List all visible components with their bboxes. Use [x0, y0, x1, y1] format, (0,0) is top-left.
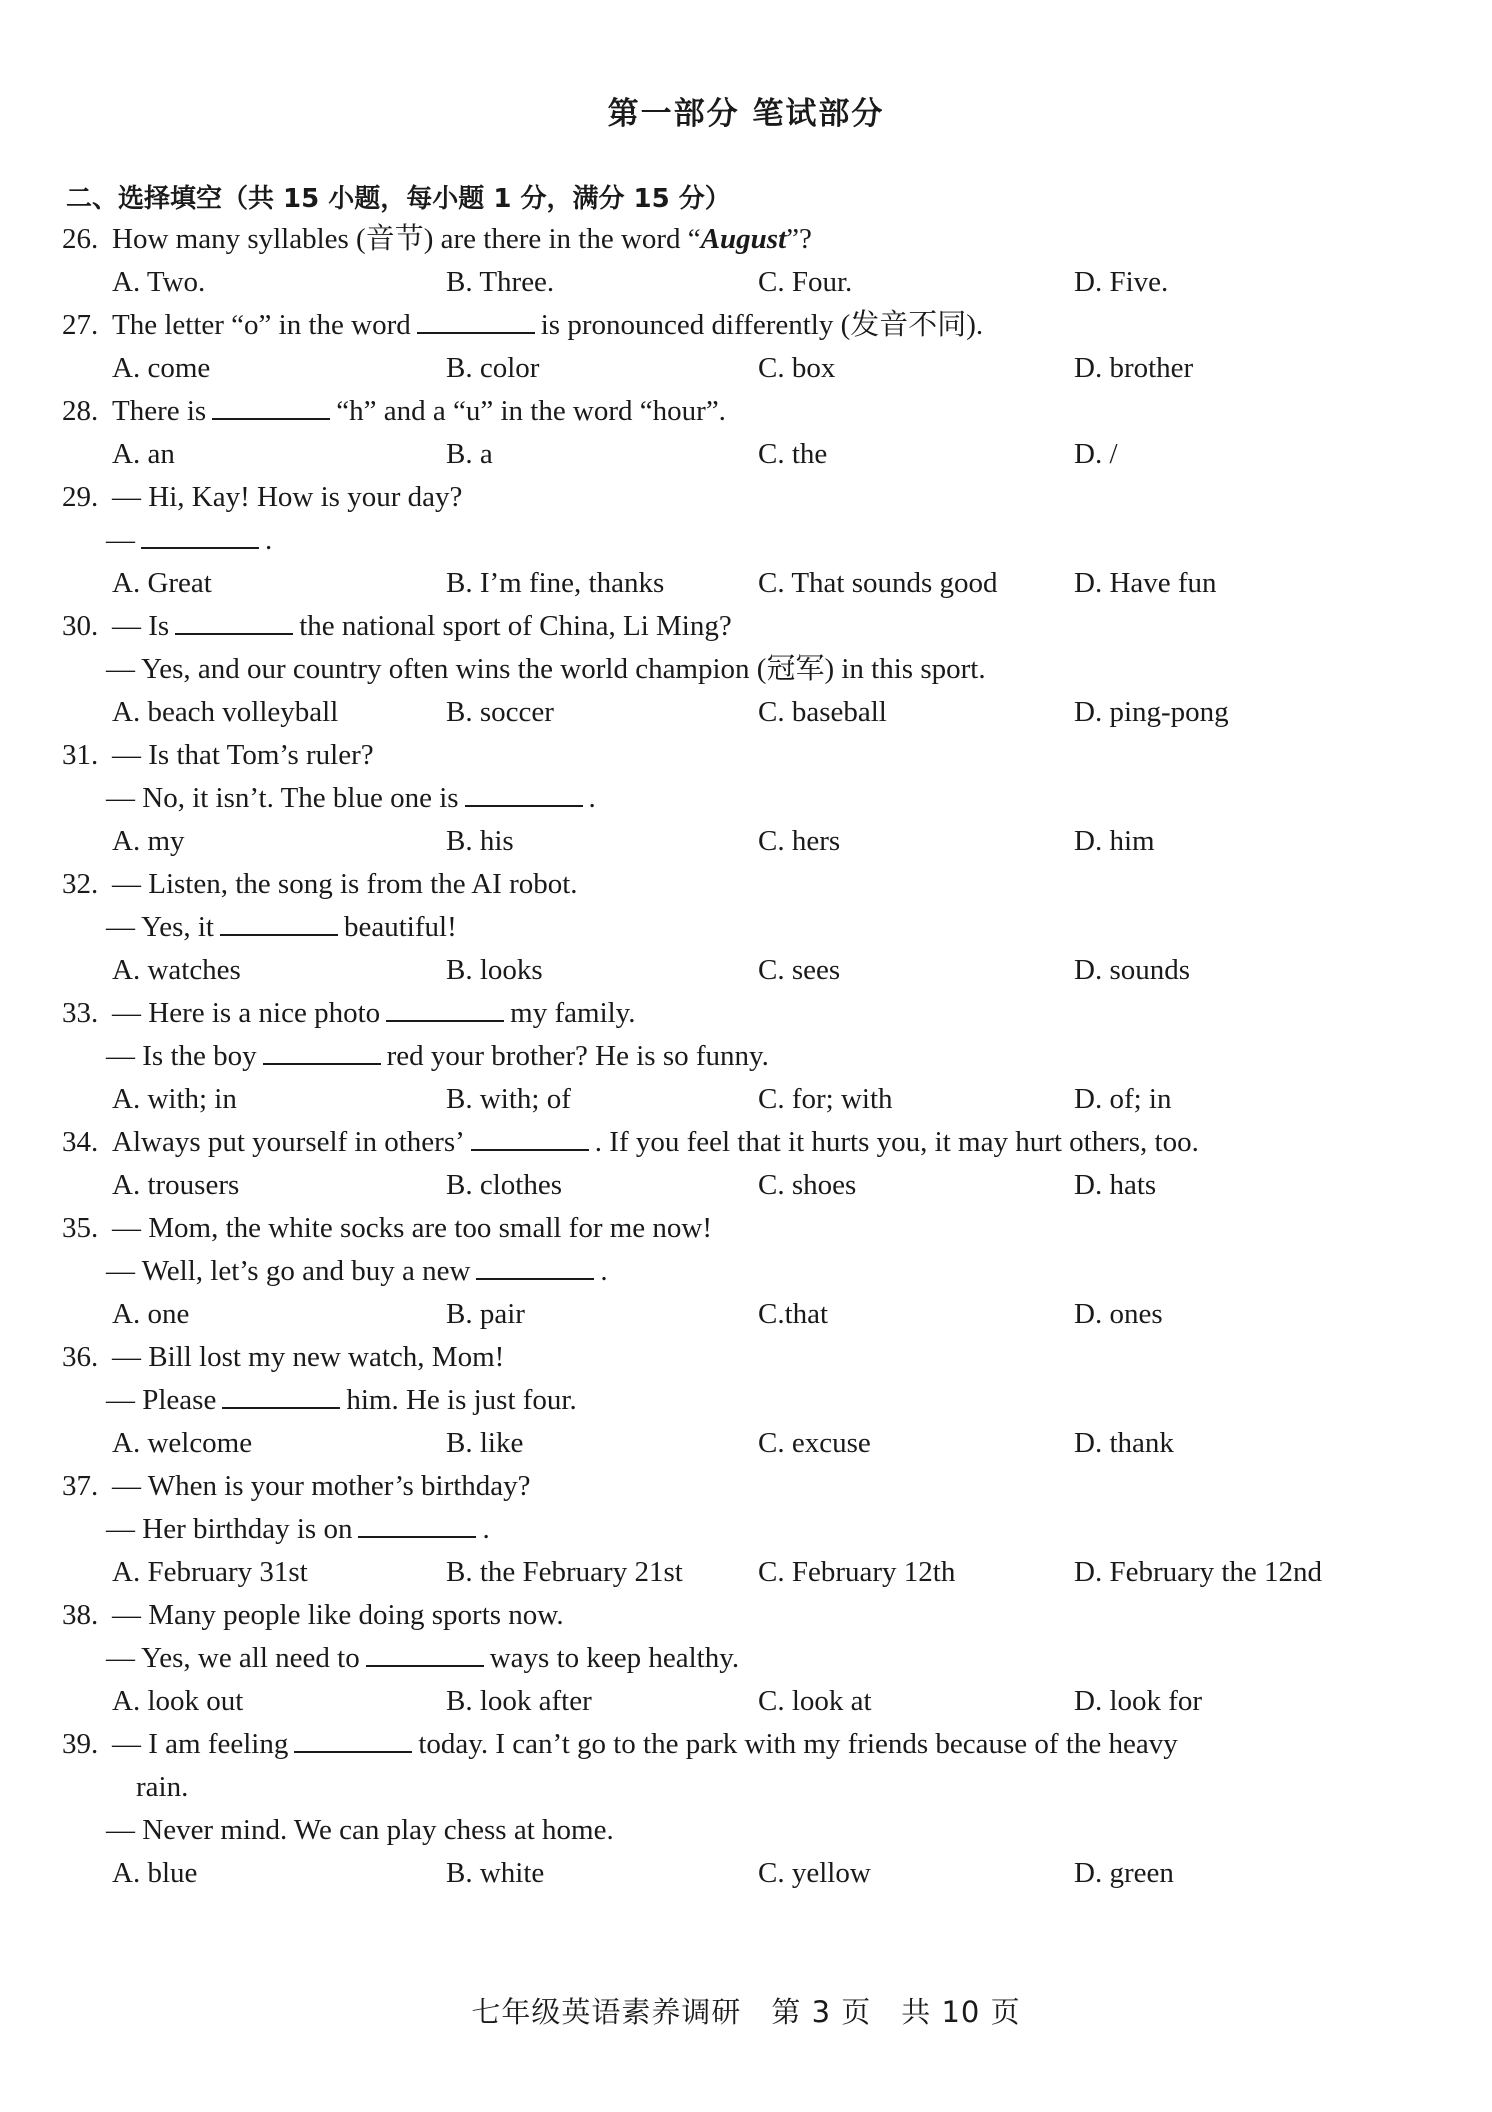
text-segment: ”? [786, 223, 812, 255]
question-number: 33. [62, 997, 99, 1029]
answer-option: B. the February 21st [446, 1556, 683, 1588]
question-item [0, 605, 1492, 734]
question-text [112, 605, 732, 648]
answer-blank [222, 1381, 340, 1409]
text-segment: — Mom, the white socks are too small for me now! [112, 1212, 713, 1244]
answer-option: C.that [758, 1298, 829, 1330]
question-text [112, 1723, 1178, 1766]
answer-option: C. look at [758, 1685, 872, 1717]
answer-option: B. color [446, 352, 540, 384]
question-item [0, 734, 1492, 863]
text-segment: the national sport of China, Li Ming? [299, 610, 732, 642]
question-text [112, 304, 983, 347]
question-text [106, 1250, 608, 1293]
question-line [0, 648, 1492, 691]
section-heading: 二、选择填空（共 15 小题，每小题 1 分，满分 15 分） [66, 184, 731, 214]
text-segment: The letter “o” in the word [112, 309, 411, 341]
answer-option: D. February the 12nd [1074, 1556, 1323, 1588]
text-segment: red your brother? He is so funny. [386, 1040, 769, 1072]
text-segment: — Here is a nice photo [112, 997, 381, 1029]
question-line [0, 1250, 1492, 1293]
text-segment: — No, it isn’t. The blue one is [106, 782, 459, 814]
question-text [106, 648, 986, 691]
answer-blank [141, 521, 259, 549]
answer-option: A. beach volleyball [112, 696, 339, 728]
text-segment: today. I can’t go to the park with my friends because of the heavy [418, 1728, 1178, 1760]
question-line [0, 476, 1492, 519]
question-text [112, 1336, 504, 1379]
answer-options [0, 949, 1492, 992]
answer-blank [417, 306, 535, 334]
answer-option: D. him [1074, 825, 1155, 857]
question-line [0, 1121, 1492, 1164]
question-text [106, 777, 596, 820]
answer-option: B. pair [446, 1298, 525, 1330]
answer-option: D. of; in [1074, 1083, 1172, 1115]
text-segment: . [588, 782, 596, 814]
answer-options [0, 691, 1492, 734]
question-line [0, 1809, 1492, 1852]
answer-option: B. look after [446, 1685, 592, 1717]
question-number: 32. [62, 868, 99, 900]
question-line [0, 906, 1492, 949]
text-segment: — [106, 524, 135, 556]
question-line [0, 304, 1492, 347]
text-segment: How many syllables (音节) are there in the word “ [112, 223, 701, 255]
question-item [0, 1207, 1492, 1336]
question-line [0, 863, 1492, 906]
text-segment: — Hi, Kay! How is your day? [112, 481, 463, 513]
question-line [0, 218, 1492, 261]
text-segment: — Is the boy [106, 1040, 257, 1072]
question-line [0, 734, 1492, 777]
question-text [112, 390, 726, 433]
answer-option: B. soccer [446, 696, 554, 728]
question-text [106, 1035, 769, 1078]
answer-option: B. clothes [446, 1169, 562, 1201]
question-number: 26. [62, 223, 99, 255]
answer-option: D. brother [1074, 352, 1194, 384]
answer-option: C. Four. [758, 266, 853, 298]
answer-option: D. ones [1074, 1298, 1163, 1330]
text-segment: — Is [112, 610, 170, 642]
answer-option: A. an [112, 438, 175, 470]
text-segment: — Listen, the song is from the AI robot. [112, 868, 578, 900]
text-segment: — I am feeling [112, 1728, 289, 1760]
text-segment: — Yes, it [106, 911, 214, 943]
answer-options [0, 1164, 1492, 1207]
question-text [112, 1207, 712, 1250]
answer-options [0, 261, 1492, 304]
question-item [0, 390, 1492, 476]
question-line [0, 1035, 1492, 1078]
text-segment: Always put yourself in others’ [112, 1126, 465, 1158]
answer-option: A. come [112, 352, 211, 384]
answer-option: D. thank [1074, 1427, 1174, 1459]
answer-option: C. the [758, 438, 828, 470]
question-line [0, 1723, 1492, 1766]
question-text [112, 734, 374, 777]
page-title: 第一部分 笔试部分 [607, 96, 885, 132]
question-number: 38. [62, 1599, 99, 1631]
question-number: 34. [62, 1126, 99, 1158]
text-segment: ways to keep healthy. [489, 1642, 740, 1674]
text-segment: — Please [106, 1384, 217, 1416]
question-line [0, 1379, 1492, 1422]
answer-option: B. his [446, 825, 514, 857]
question-number: 37. [62, 1470, 99, 1502]
answer-option: D. ping-pong [1074, 696, 1229, 728]
answer-option: B. Three. [446, 266, 555, 298]
answer-options [0, 1680, 1492, 1723]
question-number: 31. [62, 739, 99, 771]
answer-blank [386, 994, 504, 1022]
answer-option: C. yellow [758, 1857, 871, 1889]
text-segment: — Many people like doing sports now. [112, 1599, 564, 1631]
text-segment: “h” and a “u” in the word “hour”. [336, 395, 726, 427]
answer-option: C. hers [758, 825, 841, 857]
question-number: 36. [62, 1341, 99, 1373]
answer-blank [476, 1252, 594, 1280]
question-line [0, 390, 1492, 433]
answer-option: C. excuse [758, 1427, 871, 1459]
question-item [0, 863, 1492, 992]
answer-options [0, 433, 1492, 476]
answer-blank [220, 908, 338, 936]
question-text [112, 1121, 1199, 1164]
text-segment: him. He is just four. [346, 1384, 577, 1416]
question-line [0, 1766, 1492, 1809]
text-segment: is pronounced differently (发音不同). [540, 309, 984, 341]
answer-option: C. That sounds good [758, 567, 998, 599]
question-item [0, 1121, 1492, 1207]
answer-blank [212, 392, 330, 420]
text-segment: — Yes, we all need to [106, 1642, 360, 1674]
answer-blank [263, 1037, 381, 1065]
answer-blank [358, 1510, 476, 1538]
question-text [136, 1766, 188, 1809]
text-segment: . [482, 1513, 490, 1545]
question-number: 30. [62, 610, 99, 642]
question-text [112, 476, 462, 519]
question-item [0, 476, 1492, 605]
answer-option: D. green [1074, 1857, 1174, 1889]
question-text [106, 1379, 577, 1422]
answer-option: D. Have fun [1074, 567, 1217, 599]
answer-option: A. blue [112, 1857, 198, 1889]
answer-option: A. watches [112, 954, 241, 986]
question-number: 29. [62, 481, 99, 513]
question-number: 27. [62, 309, 99, 341]
text-segment: — When is your mother’s birthday? [112, 1470, 531, 1502]
question-line [0, 1508, 1492, 1551]
text-segment: my family. [510, 997, 636, 1029]
answer-option: B. white [446, 1857, 545, 1889]
question-line [0, 1207, 1492, 1250]
question-text [106, 519, 272, 562]
answer-option: B. like [446, 1427, 524, 1459]
answer-option: C. for; with [758, 1083, 893, 1115]
question-item [0, 1594, 1492, 1723]
answer-option: A. Great [112, 567, 212, 599]
answer-option: C. box [758, 352, 836, 384]
answer-blank [294, 1725, 412, 1753]
answer-options [0, 1852, 1492, 1895]
text-segment: — Yes, and our country often wins the world champion (冠军) in this sport. [106, 653, 986, 685]
text-segment: — Never mind. We can play chess at home. [106, 1814, 614, 1846]
answer-blank [465, 779, 583, 807]
question-item [0, 992, 1492, 1121]
answer-option: D. look for [1074, 1685, 1203, 1717]
question-item [0, 304, 1492, 390]
answer-options [0, 347, 1492, 390]
answer-option: D. sounds [1074, 954, 1191, 986]
question-number: 39. [62, 1728, 99, 1760]
question-line [0, 777, 1492, 820]
question-item [0, 218, 1492, 304]
answer-option: A. look out [112, 1685, 244, 1717]
question-line [0, 1637, 1492, 1680]
answer-option: A. February 31st [112, 1556, 308, 1588]
answer-options [0, 1422, 1492, 1465]
question-text [112, 1465, 531, 1508]
text-segment: . [265, 524, 273, 556]
question-item [0, 1723, 1492, 1895]
answer-options [0, 1078, 1492, 1121]
question-item [0, 1465, 1492, 1594]
text-segment: — Is that Tom’s ruler? [112, 739, 374, 771]
question-line [0, 992, 1492, 1035]
question-text [106, 1637, 739, 1680]
answer-options [0, 1293, 1492, 1336]
question-number: 28. [62, 395, 99, 427]
question-line [0, 1594, 1492, 1637]
answer-option: A. one [112, 1298, 190, 1330]
answer-option: B. looks [446, 954, 543, 986]
answer-blank [175, 607, 293, 635]
answer-option: A. trousers [112, 1169, 240, 1201]
question-line [0, 1336, 1492, 1379]
emphasized-word: August [700, 223, 787, 255]
question-number: 35. [62, 1212, 99, 1244]
answer-option: C. shoes [758, 1169, 857, 1201]
answer-blank [471, 1123, 589, 1151]
answer-option: C. baseball [758, 696, 887, 728]
question-text [112, 863, 578, 906]
question-line [0, 1465, 1492, 1508]
question-item [0, 1336, 1492, 1465]
text-segment: — Her birthday is on [106, 1513, 353, 1545]
question-text [112, 1594, 564, 1637]
answer-option: A. my [112, 825, 185, 857]
answer-option: B. a [446, 438, 493, 470]
text-segment: — Bill lost my new watch, Mom! [112, 1341, 505, 1373]
answer-option: D. Five. [1074, 266, 1169, 298]
answer-options [0, 1551, 1492, 1594]
answer-option: C. sees [758, 954, 841, 986]
question-line [0, 605, 1492, 648]
text-segment: beautiful! [344, 911, 457, 943]
question-text [112, 992, 636, 1035]
answer-options [0, 820, 1492, 863]
answer-option: D. / [1074, 438, 1118, 470]
question-text [106, 1809, 614, 1852]
question-line [0, 519, 1492, 562]
question-list [0, 218, 1492, 1895]
question-text [106, 1508, 490, 1551]
text-segment: rain. [136, 1771, 189, 1803]
answer-option: D. hats [1074, 1169, 1157, 1201]
question-text [112, 218, 812, 261]
answer-option: A. Two. [112, 266, 206, 298]
answer-option: A. welcome [112, 1427, 253, 1459]
text-segment: . If you feel that it hurts you, it may hurt others, too. [594, 1126, 1199, 1158]
answer-options [0, 562, 1492, 605]
answer-option: B. I’m fine, thanks [446, 567, 665, 599]
page-footer: 七年级英语素养调研 第 3 页 共 10 页 [471, 1995, 1021, 2029]
text-segment: — Well, let’s go and buy a new [106, 1255, 471, 1287]
answer-blank [366, 1639, 484, 1667]
text-segment: There is [112, 395, 207, 427]
answer-option: B. with; of [446, 1083, 571, 1115]
question-text [106, 906, 457, 949]
answer-option: C. February 12th [758, 1556, 956, 1588]
text-segment: . [600, 1255, 608, 1287]
answer-option: A. with; in [112, 1083, 237, 1115]
